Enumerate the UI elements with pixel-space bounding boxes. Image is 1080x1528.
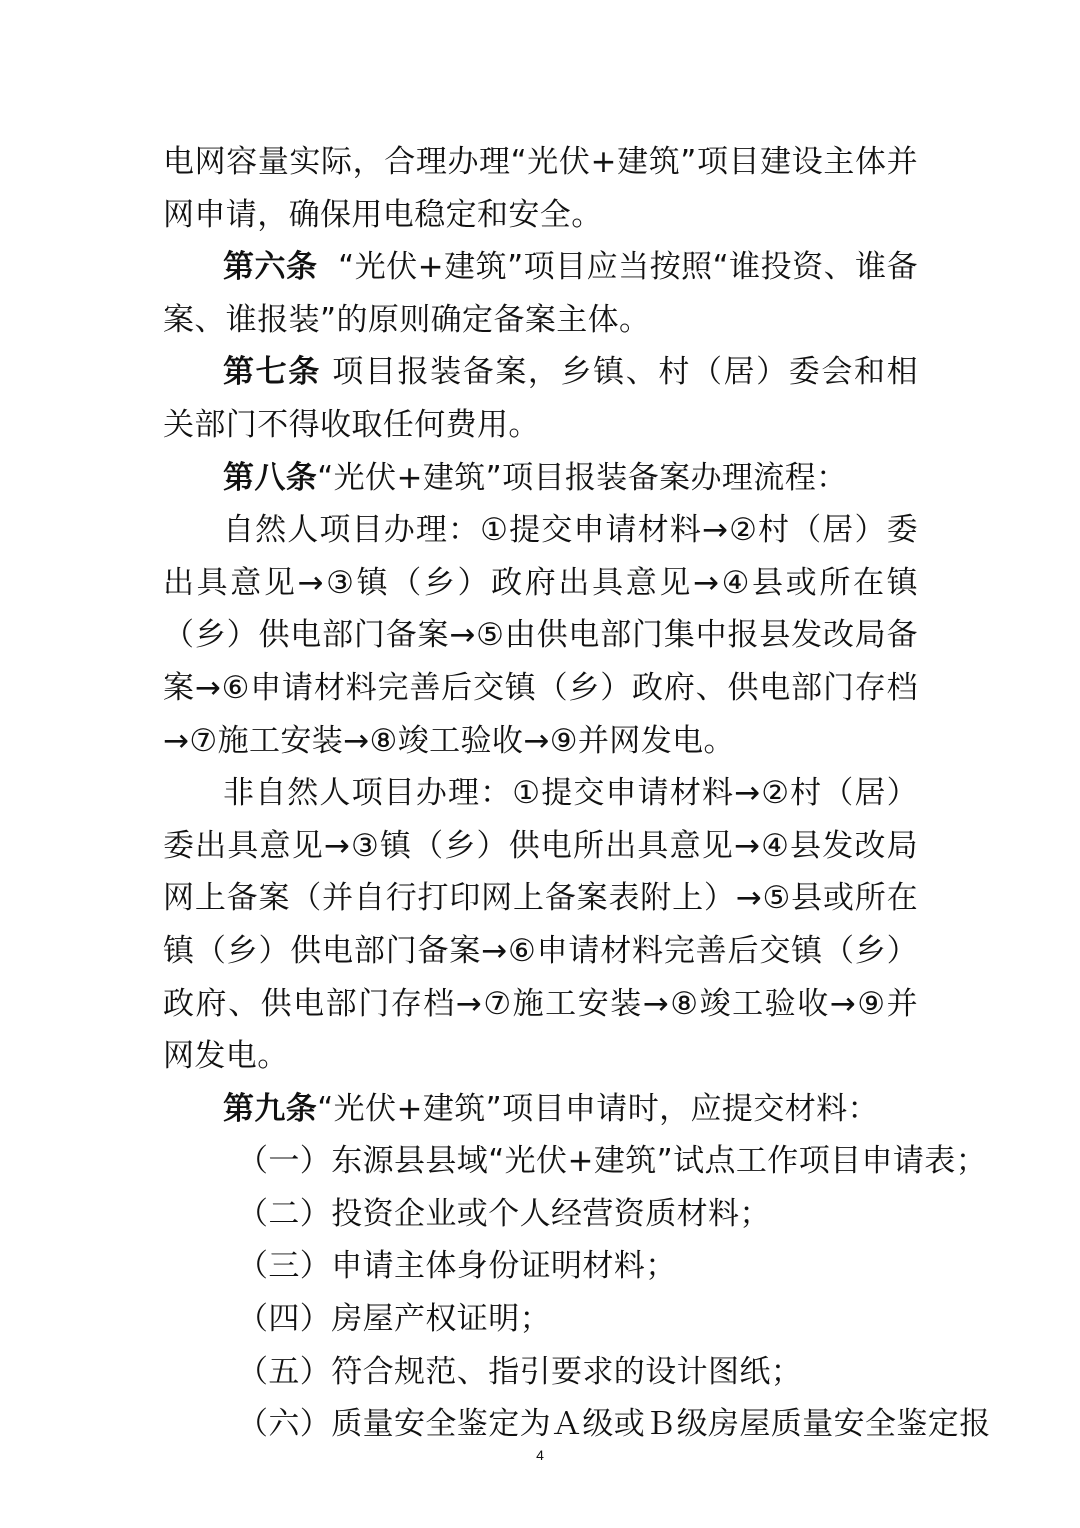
article-heading: 第六条 [223, 249, 318, 286]
article-heading: 第九条 [223, 1090, 318, 1127]
article-text: “光伏+建筑”项目报装备案办理流程： [317, 459, 848, 496]
article-text: “光伏+建筑”项目申请时，应提交材料： [317, 1090, 879, 1127]
article-6 [163, 241, 918, 346]
natural-person-procedure [163, 504, 918, 767]
paragraph-text: 自然人项目办理：①提交申请材料→②村（居）委出具意见→③镇（乡）政府出具意见→④县或所在镇（乡）供电部门备案→⑤由供电部门集中报县发改局备案→⑥申请材料完善后交镇（乡）政府、供电部门存档→⑦施工安装→⑧竣工验收→⑨并网发电。 [163, 512, 918, 759]
list-item: （一）东源县县域“光伏+建筑”试点工作项目申请表； [237, 1143, 988, 1180]
list-item: （二）投资企业或个人经营资质材料； [237, 1195, 771, 1232]
list-item: （六）质量安全鉴定为Ａ级或Ｂ级房屋质量安全鉴定报 [237, 1406, 991, 1443]
article-9 [163, 1083, 918, 1136]
document-body [163, 136, 991, 1451]
list-item: （五）符合规范、指引要求的设计图纸； [237, 1353, 803, 1390]
paragraph-text: 非自然人项目办理：①提交申请材料→②村（居）委出具意见→③镇（乡）供电所出具意见→④县发改局网上备案（并自行打印网上备案表附上）→⑤县或所在镇（乡）供电部门备案→⑥申请材料完善后交镇（乡）政府、供电部门存档→⑦施工安装→⑧竣工验收→⑨并网发电。 [163, 775, 918, 1075]
paragraph-text: 电网容量实际，合理办理“光伏+建筑”项目建设主体并网申请，确保用电稳定和安全。 [163, 144, 918, 233]
page-number: 4 [536, 1447, 544, 1463]
article-text: “光伏+建筑”项目应当按照“谁投资、谁备案、谁报装”的原则确定备案主体。 [163, 249, 918, 338]
article-7 [163, 346, 918, 451]
list-item: （三）申请主体身份证明材料； [237, 1248, 677, 1285]
list-item: （四）房屋产权证明； [237, 1301, 551, 1338]
article-heading: 第八条 [223, 459, 318, 496]
non-natural-person-procedure [163, 767, 918, 1083]
paragraph-continuation [163, 136, 918, 241]
article-heading: 第七条 [223, 354, 321, 391]
article-text: 项目报装备案，乡镇、村（居）委会和相关部门不得收取任何费用。 [163, 354, 918, 443]
article-8 [163, 452, 918, 505]
